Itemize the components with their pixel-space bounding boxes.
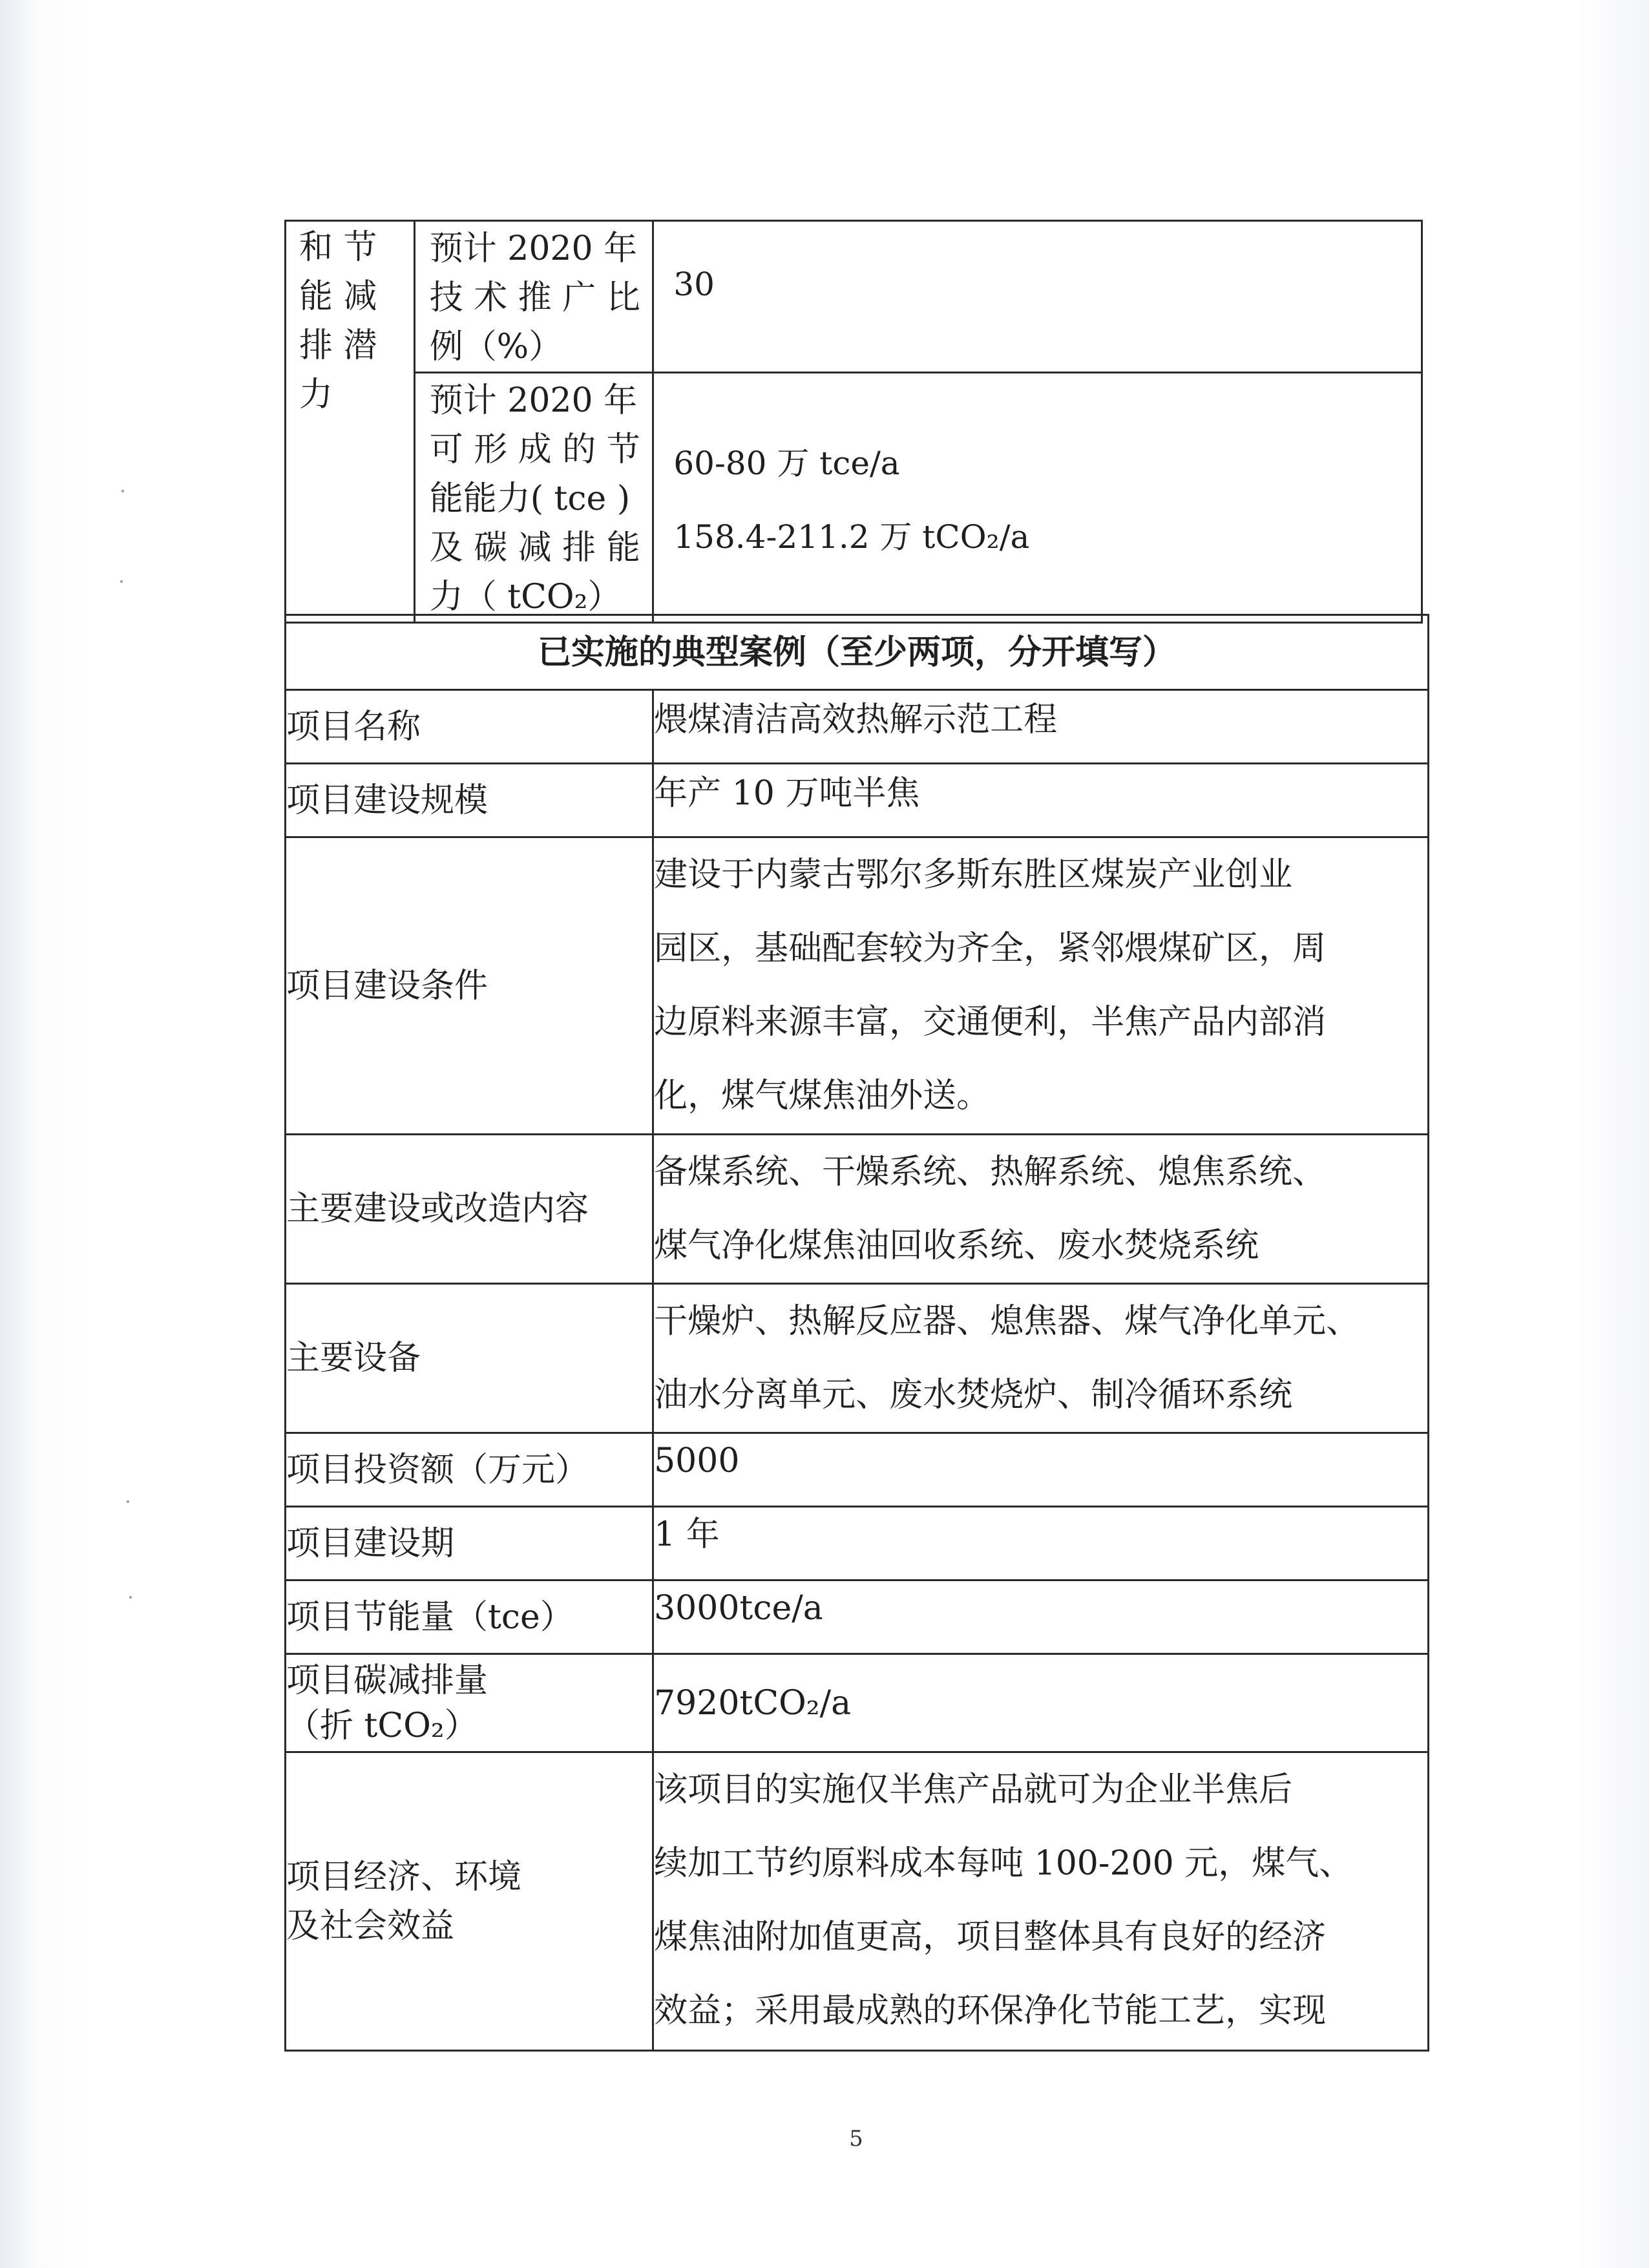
label-line: 及 碳 减 排 能 [429,529,640,567]
project-name-value: 煨煤清洁高效热解示范工程 [653,690,1429,764]
construction-period-label: 项目建设期 [286,1507,653,1580]
main-equipment-label: 主要设备 [286,1284,653,1433]
project-name-label: 项目名称 [286,690,653,764]
energy-saving-value: 3000tce/a [653,1580,1429,1654]
label-line: 及社会效益 [286,1906,455,1946]
label-line: 例（%） [429,328,563,366]
construction-period-value: 1 年 [653,1507,1429,1580]
label-line: 项目经济、环境 [286,1857,522,1896]
construction-content-value [653,1135,1429,1284]
page-number: 5 [849,2126,863,2152]
text-line: 园区，基础配套较为齐全，紧邻煨煤矿区，周 [654,929,1327,968]
project-scale-label: 项目建设规模 [286,764,653,837]
label-line: 项目碳减排量 [286,1661,488,1700]
text-line: 煤焦油附加值更高，项目整体具有良好的经济 [654,1918,1327,1957]
promotion-ratio-value-cell [653,221,1422,373]
label-line: 力（ tCO₂） [429,578,622,616]
scan-speck [121,490,124,492]
section-label-line: 能 减 [299,277,377,316]
label-line: 预计 2020 年 [429,381,638,420]
investment-value: 5000 [653,1433,1429,1507]
project-conditions-value [653,837,1429,1135]
saving-capacity-label [414,373,653,623]
saving-capacity-value: 60-80 万 tce/a [673,445,900,482]
scan-speck [120,580,123,583]
text-line: 效益；采用最成熟的环保净化节能工艺，实现 [654,1991,1327,2030]
scan-speck [129,1596,132,1599]
cases-header: 已实施的典型案例（至少两项，分开填写） [286,615,1429,690]
carbon-reduction-label [286,1654,653,1752]
section-label-line: 力 [299,375,333,414]
carbon-reduction-capacity-value: 158.4-211.2 万 tCO₂/a [673,518,1030,556]
label-line: （折 tCO₂） [286,1706,478,1745]
potential-section-label [286,221,415,623]
label-line: 可 形 成 的 节 [429,430,640,469]
potential-table [284,220,1423,624]
cases-table [284,614,1429,2052]
text-line: 建设于内蒙古鄂尔多斯东胜区煤炭产业创业 [654,856,1293,894]
section-label-line: 和 节 [299,228,377,267]
benefits-label [286,1752,653,2051]
scan-speck [127,1500,129,1503]
carbon-reduction-value: 7920tCO₂/a [653,1654,1429,1752]
investment-label: 项目投资额（万元） [286,1433,653,1507]
text-line: 备煤系统、干燥系统、热解系统、熄焦系统、 [654,1153,1327,1192]
project-conditions-label: 项目建设条件 [286,837,653,1135]
text-line: 干燥炉、热解反应器、熄焦器、煤气净化单元、 [654,1302,1360,1341]
promotion-ratio-value: 30 [673,266,715,303]
label-line: 技 术 推 广 比 [429,278,640,317]
label-line: 能能力( tce ) [429,479,631,518]
energy-saving-label: 项目节能量（tce） [286,1580,653,1654]
saving-capacity-value-cell [653,373,1422,623]
label-line: 预计 2020 年 [429,229,638,268]
text-line: 化，煤气煤焦油外送。 [654,1076,991,1115]
benefits-value [653,1752,1429,2051]
text-line: 边原料来源丰富，交通便利，半焦产品内部消 [654,1003,1327,1042]
main-equipment-value [653,1284,1429,1433]
text-line: 油水分离单元、废水焚烧炉、制冷循环系统 [654,1376,1293,1414]
text-line: 续加工节约原料成本每吨 100-200 元，煤气、 [654,1844,1353,1883]
text-line: 该项目的实施仅半焦产品就可为企业半焦后 [654,1770,1293,1809]
section-label-line: 排 潜 [299,326,377,365]
text-line: 煤气净化煤焦油回收系统、废水焚烧系统 [654,1226,1259,1265]
project-scale-value: 年产 10 万吨半焦 [653,764,1429,837]
promotion-ratio-label [414,221,653,373]
construction-content-label: 主要建设或改造内容 [286,1135,653,1284]
